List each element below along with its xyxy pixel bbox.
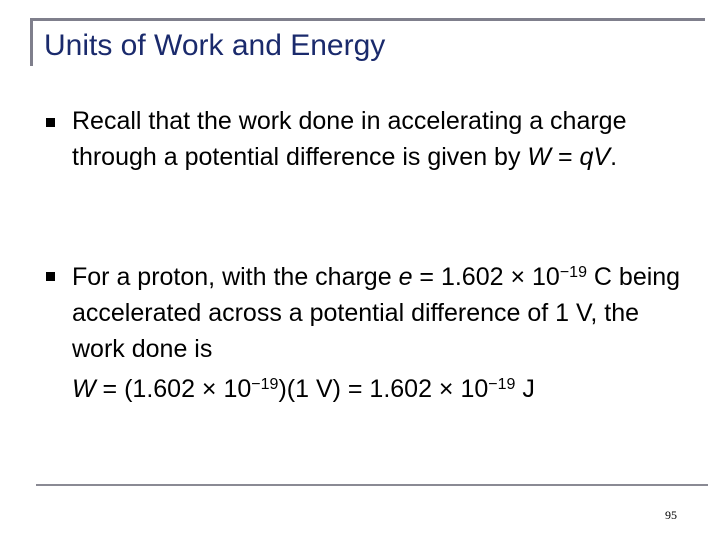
math-symbol-v: V xyxy=(593,143,611,171)
bullet-text-part: . xyxy=(610,143,618,171)
slide-title: Units of Work and Energy xyxy=(44,29,386,62)
bullet-text-part: = xyxy=(551,143,580,171)
equation-part: )(1 V) = 1.602 × 10 xyxy=(278,375,489,403)
bullet-marker xyxy=(46,272,55,281)
bullet-text-part: C being accelerated across a potential difference of 1 V, the work done is xyxy=(72,263,681,363)
page-number: 95 xyxy=(665,508,677,522)
exponent: −19 xyxy=(559,264,587,281)
work-equation xyxy=(72,371,692,407)
math-symbol-w: W xyxy=(527,143,552,171)
exponent: −19 xyxy=(488,376,516,393)
exponent: −19 xyxy=(251,376,279,393)
bullet-text-work-definition xyxy=(72,103,692,175)
bullet-text-part: Recall that the work done in accelerating a charge through a potential difference is given by xyxy=(72,107,627,171)
bullet-text-part: = 1.602 × 10 xyxy=(412,263,560,291)
math-symbol-w: W xyxy=(72,375,96,403)
bullet-text-proton-example xyxy=(72,259,692,407)
bullet-marker xyxy=(46,118,55,127)
math-symbol-q: q xyxy=(579,143,594,171)
equation-part: = (1.602 × 10 xyxy=(95,375,252,403)
math-symbol-e: e xyxy=(398,263,413,291)
bullet-text-part: For a proton, with the charge xyxy=(72,263,399,291)
equation-part: J xyxy=(515,375,535,403)
footer-rule xyxy=(36,484,708,486)
